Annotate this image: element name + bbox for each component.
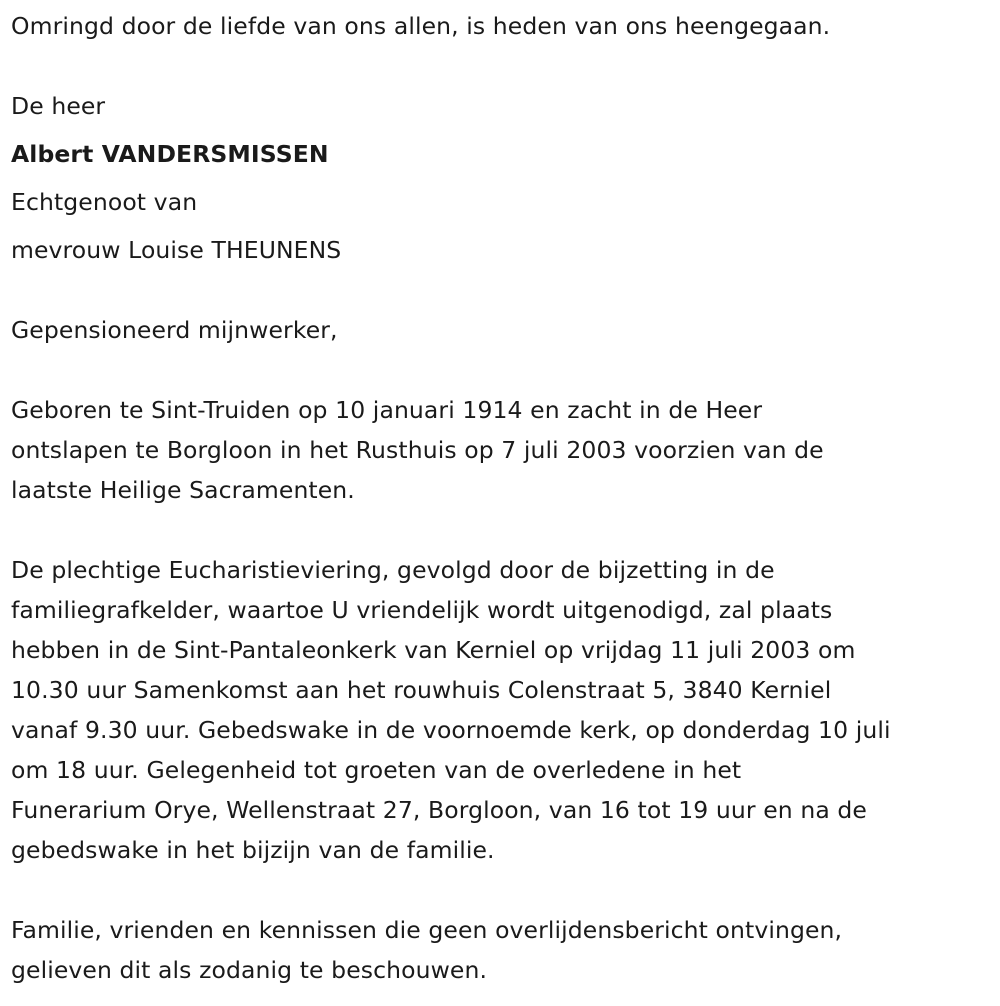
- paragraph-line: gelieven dit als zodanig te beschouwen.: [11, 956, 488, 984]
- paragraph-line: om 18 uur. Gelegenheid tot groeten van de overledene in het: [11, 756, 742, 784]
- spouse-label: Echtgenoot van: [11, 188, 198, 216]
- title-prefix: De heer: [11, 92, 106, 120]
- paragraph-line: Funerarium Orye, Wellenstraat 27, Borgloon, van 16 tot 19 uur en na de: [11, 796, 867, 824]
- occupation-text: Gepensioneerd mijnwerker,: [11, 316, 338, 344]
- paragraph-line: Familie, vrienden en kennissen die geen overlijdensbericht ontvingen,: [11, 916, 843, 944]
- paragraph-line: vanaf 9.30 uur. Gebedswake in de voornoemde kerk, op donderdag 10 juli: [11, 716, 891, 744]
- paragraph-line: ontslapen te Borgloon in het Rusthuis op 7 juli 2003 voorzien van de: [11, 436, 824, 464]
- paragraph-line: gebedswake in het bijzijn van de familie.: [11, 836, 495, 864]
- paragraph-line: hebben in de Sint-Pantaleonkerk van Kerniel op vrijdag 11 juli 2003 om: [11, 636, 856, 664]
- paragraph-line: laatste Heilige Sacramenten.: [11, 476, 355, 504]
- deceased-name: Albert VANDERSMISSEN: [11, 140, 329, 168]
- paragraph-line: De plechtige Eucharistieviering, gevolgd door de bijzetting in de: [11, 556, 775, 584]
- intro-text: Omringd door de liefde van ons allen, is heden van ons heengegaan.: [11, 12, 831, 40]
- paragraph-line: Geboren te Sint-Truiden op 10 januari 1914 en zacht in de Heer: [11, 396, 763, 424]
- spouse-name: mevrouw Louise THEUNENS: [11, 236, 342, 264]
- paragraph-line: 10.30 uur Samenkomst aan het rouwhuis Colenstraat 5, 3840 Kerniel: [11, 676, 832, 704]
- paragraph-line: familiegrafkelder, waartoe U vriendelijk wordt uitgenodigd, zal plaats: [11, 596, 833, 624]
